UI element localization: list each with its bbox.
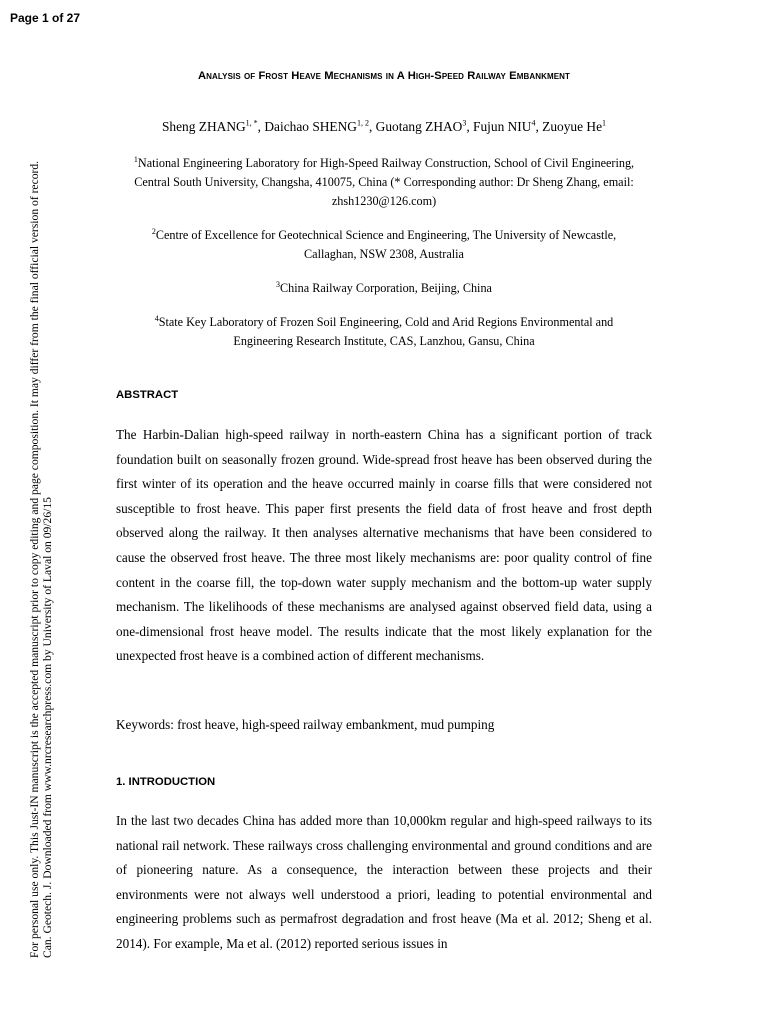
affiliation-4 bbox=[116, 313, 652, 351]
author-name: Sheng ZHANG bbox=[161, 119, 246, 134]
affiliation-mark: 4 bbox=[154, 313, 159, 323]
affiliation-mark: 3 bbox=[276, 279, 281, 289]
introduction-text: In the last two decades China has added more than 10,000km regular and high-speed railways to its national rail network. These railways cross challenging environmental and ground conditions and are of pioneering nature. As a consequence, the interaction between these projects and their environments were not always well understood a priori, leading to potential environmental and engineering problems such as permafrost degradation and frost heave (Ma et al. 2012; Sheng et al. 2014). For example, Ma et al. (2012) reported serious issues in bbox=[116, 813, 652, 951]
author-affiliation-mark: 1 bbox=[602, 118, 607, 128]
side-note-line-1: For personal use only. This Just-IN manuscript is the accepted manuscript prior to copy editing and page composition. It may differ from the final official version of record. bbox=[28, 160, 41, 958]
affiliation-line: $^4$State Key Laboratory of Frozen Soil Engineering, Cold and Arid Regions Environmental and bbox=[154, 313, 614, 329]
author-separator: , bbox=[257, 119, 265, 134]
author-name: Zuoyue He bbox=[542, 119, 603, 134]
affiliation-line: zhsh1230@126.com) bbox=[331, 194, 437, 208]
side-watermark-note bbox=[28, 70, 54, 958]
affiliation-mark: 1 bbox=[133, 154, 138, 164]
paper-title: Analysis of Frost Heave Mechanisms in A High-Speed Railway Embankment bbox=[197, 70, 571, 82]
abstract-text: The Harbin-Dalian high-speed railway in north-eastern China has a significant portion of track foundation built on seasonally frozen ground. Wide-spread frost heave has been observed during the first winter of its operation and the heave occurred mainly in coarse fills that were considered not susceptible to frost heave. This paper first presents the field data of frost heave and frost depth observed along the railway. It then analyses alternative mechanisms that have been considered to cause the observed frost heave. The three most likely mechanisms are: poor quality control of fine content in the coarse fill, the top-down water supply mechanism and the bottom-up water supply mechanism. The likelihoods of these mechanisms are analysed against observed field data, using a one-dimensional frost heave model. The results indicate that the most likely explanation for the unexpected frost heave is a combined action of different mechanisms. bbox=[116, 427, 652, 664]
author-list bbox=[116, 119, 652, 135]
author-name: Guotang ZHAO bbox=[375, 119, 463, 134]
author-affiliation-mark: 3 bbox=[462, 118, 467, 128]
affiliation-line: Central South University, Changsha, 410075, China (* Corresponding author: Dr Sheng Zhang, email: bbox=[134, 175, 634, 189]
affiliation-2 bbox=[116, 226, 652, 264]
author-separator: , bbox=[466, 119, 474, 134]
affiliation-line: Engineering Research Institute, CAS, Lanzhou, Gansu, China bbox=[233, 334, 535, 348]
author-affiliation-mark: 1, * bbox=[245, 118, 258, 128]
author-affiliation-mark: 1, 2 bbox=[356, 118, 369, 128]
keywords-line: Keywords: frost heave, high-speed railway embankment, mud pumping bbox=[116, 717, 495, 732]
introduction-heading: 1. INTRODUCTION bbox=[116, 776, 216, 788]
affiliation-line: $^2$Centre of Excellence for Geotechnical Science and Engineering, The University of Newcastle, bbox=[151, 226, 617, 242]
author-affiliation-mark: 4 bbox=[531, 118, 536, 128]
author-name: Daichao SHENG bbox=[264, 119, 357, 134]
author-separator: , bbox=[535, 119, 543, 134]
affiliation-line: $^3$China Railway Corporation, Beijing, China bbox=[276, 279, 492, 295]
affiliation-line: $^1$National Engineering Laboratory for High-Speed Railway Construction, School of Civil Engineering, bbox=[133, 154, 635, 170]
author-name: Fujun NIU bbox=[473, 119, 532, 134]
abstract-heading: ABSTRACT bbox=[116, 389, 179, 401]
page-number-label: Page 1 of 27 bbox=[10, 11, 81, 25]
affiliation-3 bbox=[116, 279, 652, 298]
author-separator: , bbox=[368, 119, 376, 134]
affiliation-line: Callaghan, NSW 2308, Australia bbox=[304, 247, 464, 261]
affiliation-mark: 2 bbox=[151, 226, 156, 236]
side-note-line-2: Can. Geotech. J. Downloaded from www.nrcresearchpress.com by University of Laval on 09/26/15 bbox=[41, 497, 54, 958]
affiliation-1 bbox=[116, 154, 652, 211]
